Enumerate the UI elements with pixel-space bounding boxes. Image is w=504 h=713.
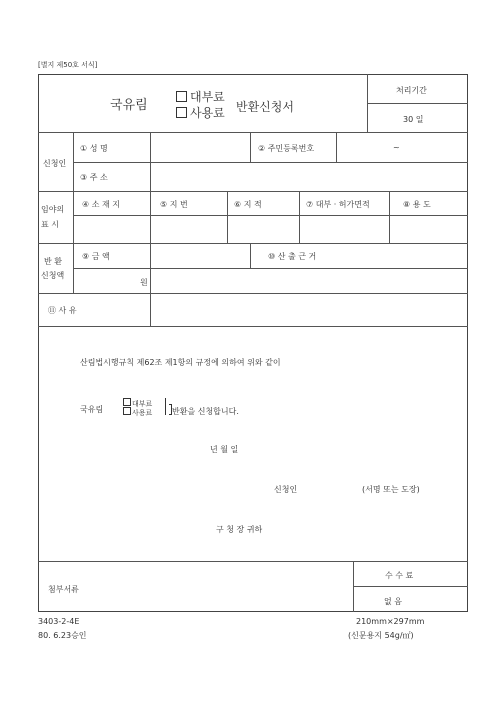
checkbox-icon[interactable] [176,91,187,102]
date-line: 년 월 일 [210,445,239,454]
title-refund-application: 반환신청서 [236,100,294,114]
title-option-lease: 대부료 [176,88,225,105]
lot-number-label: ⑤ 지 번 [160,200,188,209]
addressee: 구 청 장 귀하 [216,525,263,534]
section-refund-line2: 신청액 [41,271,65,280]
fee-label: 수 수 료 [385,571,414,580]
land-category-label: ⑥ 지 적 [234,200,262,209]
paper-type: (신문용지 54g/㎡) [348,631,414,640]
location-label: ④ 소 재 지 [82,200,120,209]
section-forest-line1: 임야의 [41,205,65,214]
amount-label: ⑨ 금 액 [82,252,110,261]
section-refund-line1: 반 환 [44,257,62,266]
rrn-value: ~ [393,143,400,152]
name-field[interactable] [152,133,248,161]
fee-value: 없 음 [384,597,402,606]
processing-period-label: 처리기간 [396,86,427,95]
checkbox-icon[interactable] [123,407,131,415]
reason-field[interactable] [152,295,466,325]
address-label: ③ 주 소 [80,173,108,182]
sign-or-stamp: (서명 또는 도장) [362,485,420,494]
statement: 산림법시행규칙 제62조 제1항의 규정에 의하여 위와 같이 [80,358,281,367]
processing-period-value: 30 일 [403,115,424,124]
reason-label: ⑪ 사 유 [48,306,77,315]
body-option-use: 사용료 [123,407,152,418]
form-code: 3403-2-4E [38,617,80,626]
body-option-lease: 대부료 [123,398,152,409]
form-number: [별지 제50호 서식] [38,61,98,69]
section-applicant: 신청인 [43,159,67,168]
approval-date: 80. 6.23승인 [38,631,87,640]
paper-size: 210mm×297mm [356,617,425,626]
address-field[interactable] [152,163,466,190]
won-unit: 원 [140,278,148,287]
request-text: 반환을 신청합니다. [169,404,239,417]
bracket-divider [165,398,166,415]
checkbox-icon[interactable] [123,398,131,406]
name-label: ① 성 명 [80,144,108,153]
section-forest-line2: 표 시 [41,220,59,229]
rrn-label: ② 주민등록번호 [258,144,315,153]
basis-label: ⑩ 산 출 근 거 [268,252,317,261]
checkbox-icon[interactable] [176,107,187,118]
use-label: ⑧ 용 도 [403,200,431,209]
signer-label: 신청인 [274,485,298,494]
body-forest: 국유림 [80,405,104,414]
area-label: ⑦ 대부 · 허가면적 [306,200,370,209]
title-forest: 국유림 [110,98,148,113]
title-option-use: 사용료 [176,104,225,121]
attachments-label: 첨부서류 [48,585,79,594]
